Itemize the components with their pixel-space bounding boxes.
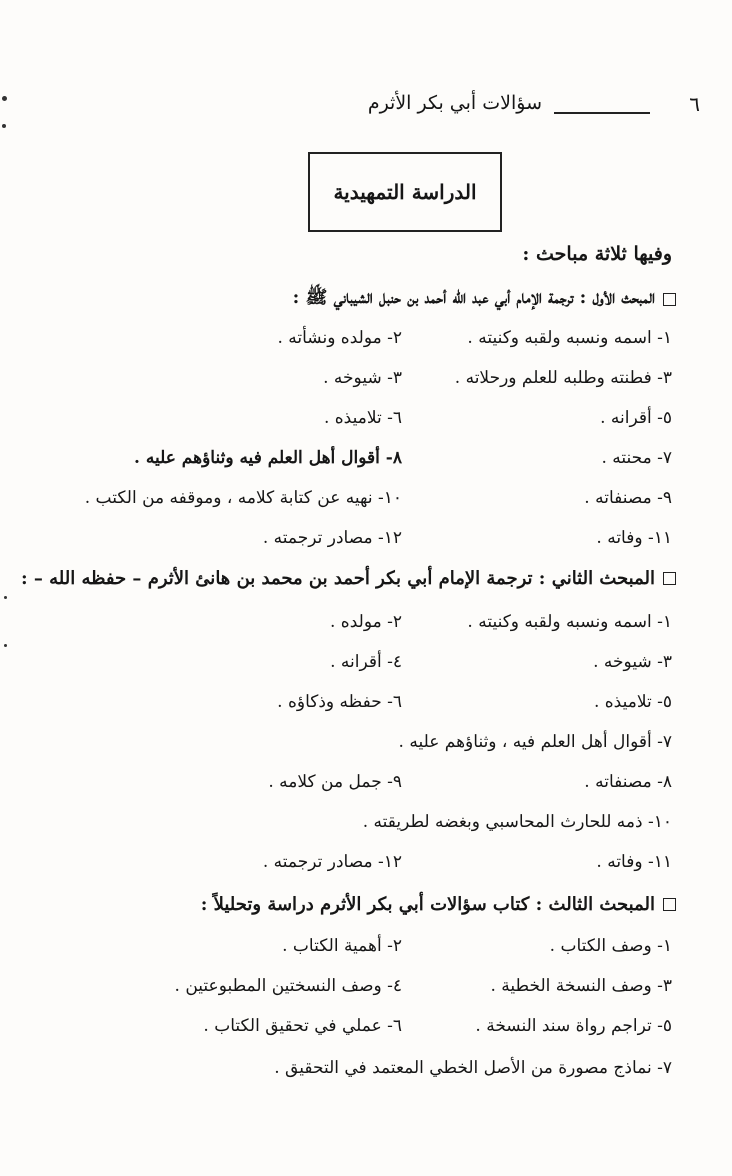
section-3-title: المبحث الثالث : كتاب سؤالات أبي بكر الأثرم دراسة وتحليلاً : [200,894,655,915]
list-item: ٦- حفظه وذكاؤه . [277,692,402,712]
list-item: ١- اسمه ونسبه ولقبه وكنيته . [467,328,672,348]
list-item: ١٠- نهيه عن كتابة كلامه ، وموقفه من الكتب . [84,488,402,508]
section-3-heading [201,894,676,915]
list-item: ٦- عملي في تحقيق الكتاب . [203,1016,402,1036]
intro-line: وفيها ثلاثة مباحث : [522,243,672,265]
header-rule [554,112,650,114]
list-item: ٧- محنته . [601,448,672,468]
list-item: ٣- شيوخه . [593,652,672,672]
list-item: ٢- أهمية الكتاب . [282,936,402,956]
scan-dot [4,596,7,599]
list-item: ٩- جمل من كلامه . [268,772,402,792]
square-bullet-icon [663,898,676,911]
list-item: ١١- وفاته . [596,852,672,872]
list-item: ٨- أقوال أهل العلم فيه وثناؤهم عليه . [134,448,402,468]
page-number: ٦ [689,92,700,116]
square-bullet-icon [663,572,676,585]
list-item: ١٢- مصادر ترجمته . [262,852,402,872]
list-item: ٣- شيوخه . [323,368,402,388]
section-2-title: المبحث الثاني : ترجمة الإمام أبي بكر أحمد بن محمد بن هانئ الأثرم – حفظه الله – : [20,568,655,589]
list-item: ٣- وصف النسخة الخطية . [490,976,672,996]
list-item: ١٠- ذمه للحارث المحاسبي وبغضه لطريقته . [362,812,672,832]
list-item: ٩- مصنفاته . [584,488,672,508]
list-item: ٥- تراجم رواة سند النسخة . [475,1016,672,1036]
list-item: ١١- وفاته . [596,528,672,548]
list-item: ٣- فطنته وطلبه للعلم ورحلاته . [454,368,672,388]
scan-dot [4,644,7,647]
section-1-title: المبحث الأول : ترجمة الإمام أبي عبد الله أحمد بن حنبل الشيباني ﷺ : [292,287,655,308]
list-item: ١- وصف الكتاب . [549,936,672,956]
section-2-heading [21,568,676,589]
list-item: ٤- أقرانه . [330,652,402,672]
list-item: ٢- مولده ونشأته . [277,328,402,348]
list-item: ٨- مصنفاته . [584,772,672,792]
list-item: ٦- تلاميذه . [323,408,402,428]
list-item: ٧- أقوال أهل العلم فيه ، وثناؤهم عليه . [398,732,672,752]
scan-dot [2,124,6,128]
list-item: ٢- مولده . [330,612,402,632]
running-title: سؤالات أبي بكر الأثرم [367,92,542,114]
section-title-box [308,152,502,232]
list-item: ٤- وصف النسختين المطبوعتين . [174,976,402,996]
list-item: ١- اسمه ونسبه ولقبه وكنيته . [467,612,672,632]
section-1-heading [293,286,676,312]
running-header [82,92,710,122]
square-bullet-icon [663,293,676,306]
list-item: ٧- نماذج مصورة من الأصل الخطي المعتمد في التحقيق . [274,1058,672,1078]
list-item: ٥- أقرانه . [600,408,672,428]
list-item: ٥- تلاميذه . [593,692,672,712]
scan-dot [2,96,7,101]
section-title: الدراسة التمهيدية [333,180,477,204]
list-item: ١٢- مصادر ترجمته . [262,528,402,548]
